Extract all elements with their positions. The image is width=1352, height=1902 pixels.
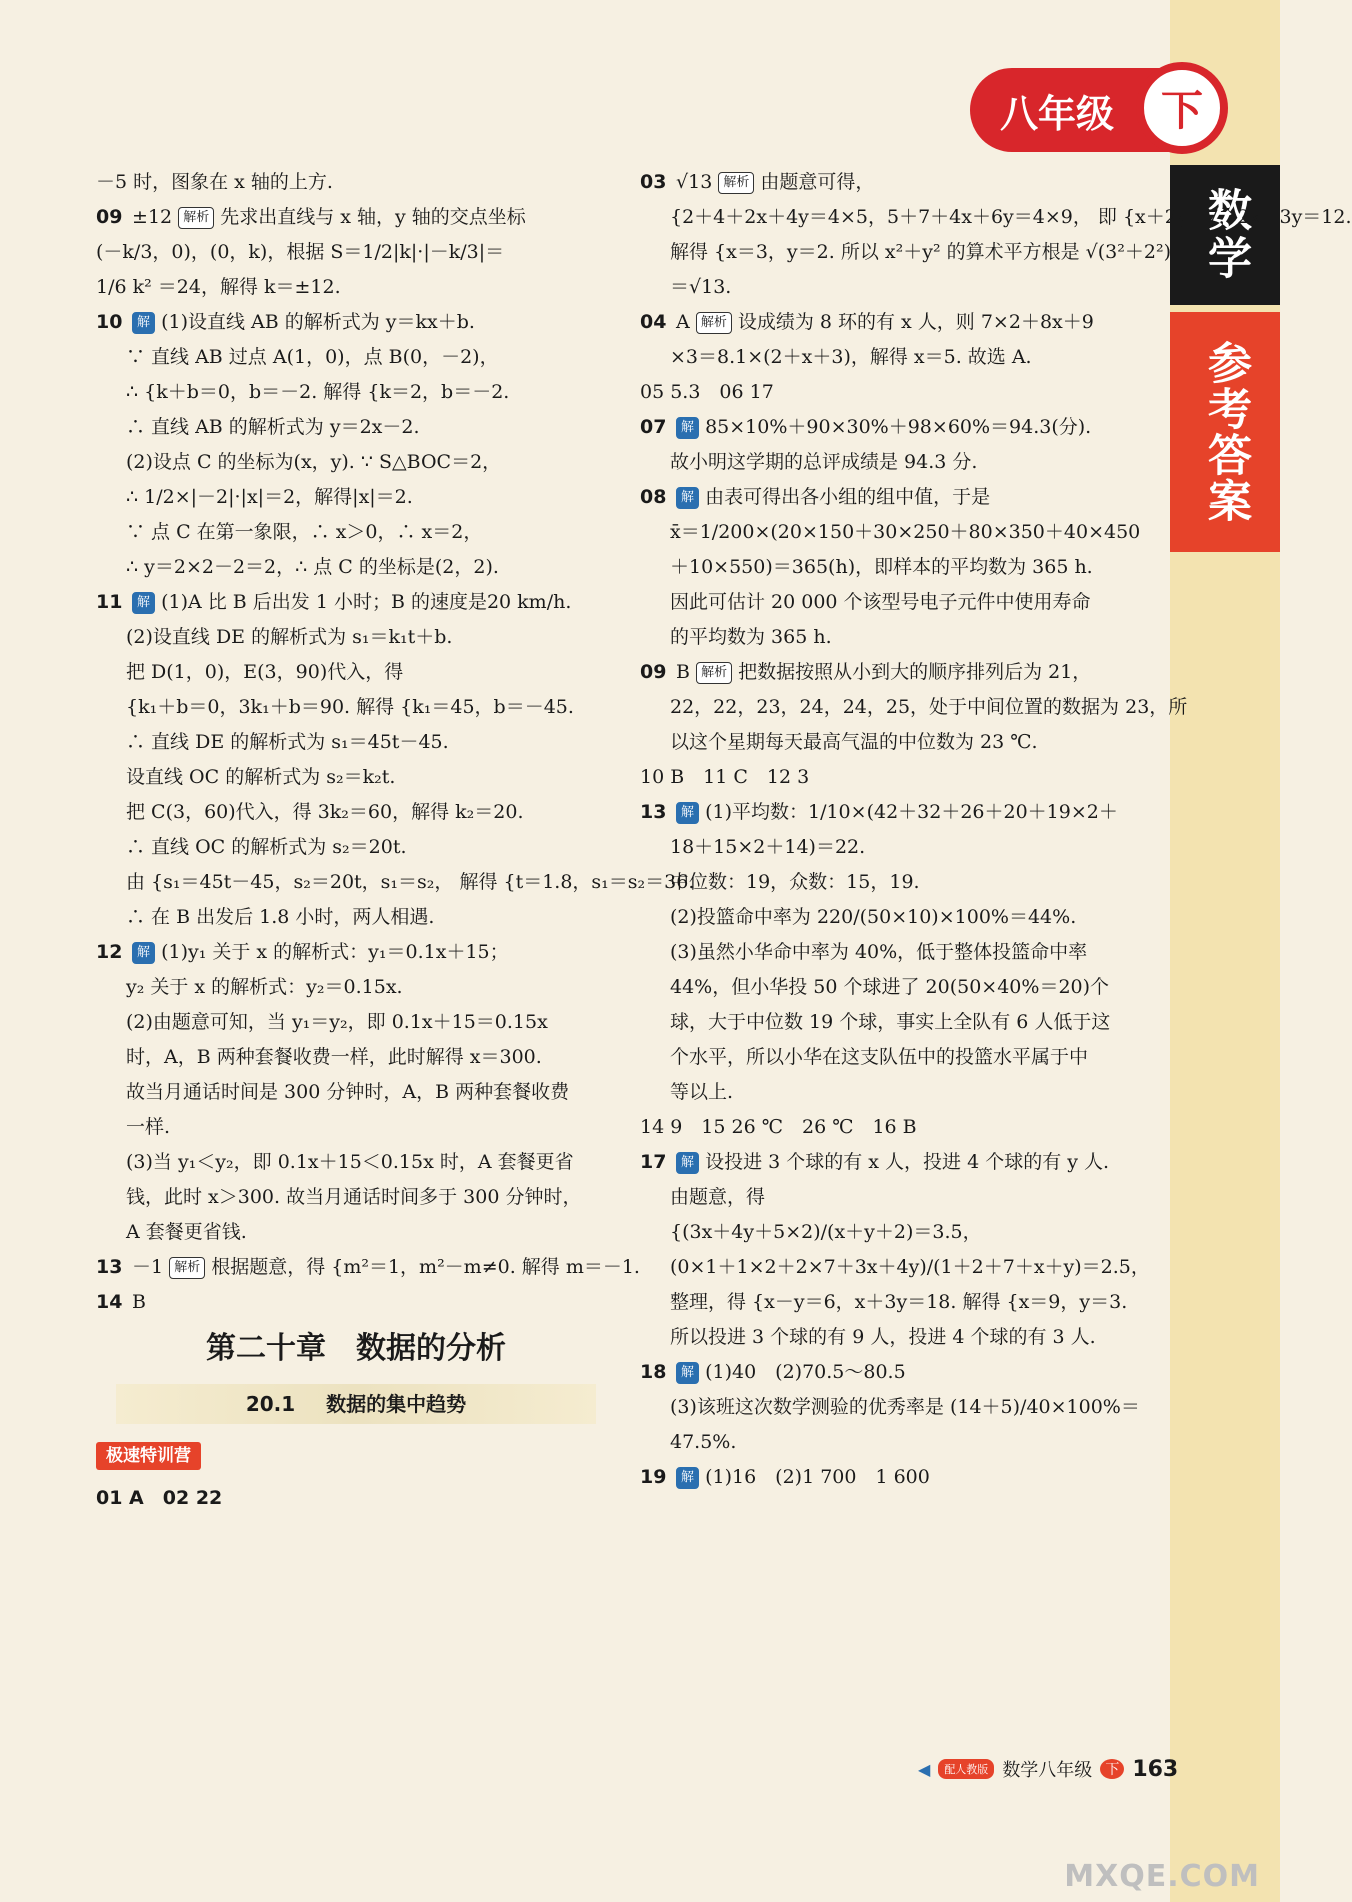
analysis-tag: 解析 <box>169 1257 205 1279</box>
answer-text: 个水平，所以小华在这支队伍中的投篮水平属于中 <box>670 1046 1089 1068</box>
answer-text: (3)该班这次数学测验的优秀率是 (14＋5)/40×100%＝ <box>670 1396 1140 1418</box>
answer-line <box>640 1215 1160 1250</box>
answer-line <box>640 865 1160 900</box>
question-number: 13 <box>640 801 667 823</box>
answer-line <box>640 970 1160 1005</box>
question-number: 03 <box>640 171 667 193</box>
answer-text: －5 时，图象在 x 轴的上方. <box>96 171 333 193</box>
answer-line <box>96 200 616 235</box>
answer-text: 由表可得出各小组的组中值，于是 <box>705 486 991 508</box>
answer-line <box>96 585 616 620</box>
answer-line <box>640 550 1160 585</box>
chapter-title: 第二十章 数据的分析 <box>206 1331 506 1366</box>
question-number: 14 <box>96 1291 123 1313</box>
answer-text: 44%，但小华投 50 个球进了 20(50×40%＝20)个 <box>670 976 1110 998</box>
answer-text: 的平均数为 365 h. <box>670 626 832 648</box>
answer-text: (1)A 比 B 后出发 1 小时；B 的速度是20 km/h. <box>161 591 572 613</box>
answer-line <box>96 550 616 585</box>
answer-text: 以这个星期每天最高气温的中位数为 23 ℃. <box>670 731 1038 753</box>
answer-line <box>640 725 1160 760</box>
page-footer <box>918 1756 1178 1782</box>
answer-text: 47.5%. <box>670 1431 737 1453</box>
answer-text: ＝√13. <box>670 276 732 298</box>
answer-line <box>640 585 1160 620</box>
analysis-tag: 解析 <box>178 207 214 229</box>
question-number: 19 <box>640 1466 667 1488</box>
answer-text: 14 9 15 26 ℃ 26 ℃ 16 B <box>640 1116 917 1138</box>
answer-text: 钱，此时 x＞300. 故当月通话时间多于 300 分钟时， <box>126 1186 582 1208</box>
analysis-text: 设成绩为 8 环的有 x 人，则 7×2＋8x＋9 <box>737 311 1094 333</box>
answer-text: A 套餐更省钱. <box>126 1221 247 1243</box>
answer-text: 由题意，得 <box>670 1186 766 1208</box>
answer-line <box>96 620 616 655</box>
answer-text: (1)平均数：1/10×(42＋32＋26＋20＋19×2＋ <box>705 801 1118 823</box>
answer-text: 故当月通话时间是 300 分钟时，A，B 两种套餐收费 <box>126 1081 570 1103</box>
analysis-text: 根据题意，得 {m²＝1，m²－m≠0. 解得 m＝－1. <box>211 1256 640 1278</box>
answer-text: y₂ 关于 x 的解析式：y₂＝0.15x. <box>126 976 403 998</box>
answer-text: 22，22，23，24，24，25，处于中间位置的数据为 23，所 <box>670 696 1188 718</box>
question-number: 18 <box>640 1361 667 1383</box>
answer-text: －1 <box>132 1256 164 1278</box>
answer-line <box>96 480 616 515</box>
solution-tag: 解 <box>676 1467 699 1489</box>
answer-line <box>640 900 1160 935</box>
arrow-left-icon: ◀ <box>918 1759 931 1779</box>
answer-line <box>640 620 1160 655</box>
question-number: 10 <box>96 311 123 333</box>
answer-text: ＋10×550)＝365(h)，即样本的平均数为 365 h. <box>670 556 1093 578</box>
answer-line <box>96 1180 616 1215</box>
drill-row <box>96 1438 616 1473</box>
answer-text: (1)16 (2)1 700 1 600 <box>705 1466 930 1488</box>
answer-line <box>96 235 616 270</box>
answer-text: B <box>676 661 691 683</box>
answer-text: ∴ 直线 DE 的解析式为 s₁＝45t－45. <box>126 731 449 753</box>
volume-circle <box>1136 62 1228 154</box>
solution-tag: 解 <box>132 942 155 964</box>
analysis-tag: 解析 <box>696 662 732 684</box>
answer-text: B <box>132 1291 147 1313</box>
answer-line <box>640 760 1160 795</box>
drill-badge: 极速特训营 <box>96 1442 201 1470</box>
answer-line <box>640 235 1171 270</box>
answer-text: 一样. <box>126 1116 171 1138</box>
answer-line <box>96 270 616 305</box>
answer-text: ∴ 直线 OC 的解析式为 s₂＝20t. <box>126 836 407 858</box>
answer-line <box>96 1215 616 1250</box>
answer-text: 因此可估计 20 000 个该型号电子元件中使用寿命 <box>670 591 1091 613</box>
answer-text: 85×10%＋90×30%＋98×60%＝94.3(分). <box>705 416 1092 438</box>
answer-line <box>96 1110 616 1145</box>
answer-text: 球，大于中位数 19 个球，事实上全队有 6 人低于这 <box>670 1011 1111 1033</box>
answer-text: (1)设直线 AB 的解析式为 y＝kx＋b. <box>161 311 475 333</box>
answer-text: (3)虽然小华命中率为 40%，低于整体投篮命中率 <box>670 941 1088 963</box>
answer-line <box>640 480 1160 515</box>
answer-line <box>640 410 1160 445</box>
page-number: 163 <box>1132 1756 1179 1782</box>
answer-line <box>640 1355 1160 1390</box>
answer-line <box>96 445 616 480</box>
answer-line <box>640 340 1160 375</box>
subject-tab: 数学 <box>1170 165 1280 305</box>
answer-line <box>640 375 1160 410</box>
answer-text: 05 5.3 06 17 <box>640 381 774 403</box>
answer-line <box>640 1005 1160 1040</box>
answer-line <box>96 1075 616 1110</box>
answer-text: ∴ 1/2×|－2|·|x|＝2，解得|x|＝2. <box>126 486 413 508</box>
section-number: 20.1 <box>245 1392 296 1416</box>
answer-line <box>640 200 1352 235</box>
answer-line <box>640 305 1160 340</box>
analysis-tag: 解析 <box>718 172 754 194</box>
answer-line <box>640 1320 1160 1355</box>
answer-text: {2＋4＋2x＋4y＝4×5，5＋7＋4x＋6y＝4×9， 即 {x＋2y＝7，2x＋3y＝12. <box>670 206 1352 228</box>
answer-line <box>640 1145 1160 1180</box>
answer-text: 解得 {x＝3，y＝2. 所以 x²＋y² 的算术平方根是 √(3²＋2²) <box>670 241 1171 263</box>
answer-line <box>96 900 616 935</box>
answer-line <box>96 970 616 1005</box>
answer-text: ∵ 点 C 在第一象限，∴ x＞0，∴ x＝2， <box>126 521 483 543</box>
answer-text: ∴ y＝2×2－2＝2，∴ 点 C 的坐标是(2，2). <box>126 556 499 578</box>
answer-line <box>640 1425 1160 1460</box>
edition-badge: 配人教版 <box>938 1759 994 1779</box>
answer-line <box>96 865 695 900</box>
answer-text: (2)由题意可知，当 y₁＝y₂，即 0.1x＋15＝0.15x <box>126 1011 548 1033</box>
answer-line <box>96 795 616 830</box>
analysis-tag: 解析 <box>696 312 732 334</box>
solution-tag: 解 <box>676 487 699 509</box>
answer-line <box>96 690 616 725</box>
answer-line <box>640 1460 1160 1495</box>
answer-line <box>96 1145 616 1180</box>
answer-line <box>640 935 1160 970</box>
answer-text: 故小明这学期的总评成绩是 94.3 分. <box>670 451 978 473</box>
answer-line <box>640 830 1160 865</box>
answer-line <box>96 1005 616 1040</box>
answer-line <box>96 340 616 375</box>
analysis-text: 由题意可得， <box>760 171 875 193</box>
answer-line <box>96 515 616 550</box>
answer-line <box>96 655 616 690</box>
answer-line <box>640 1110 1160 1145</box>
answer-text: 等以上. <box>670 1081 734 1103</box>
answer-line <box>640 1075 1160 1110</box>
question-number: 04 <box>640 311 667 333</box>
answer-text: ∴ 直线 AB 的解析式为 y＝2x－2. <box>126 416 420 438</box>
answer-line <box>96 1250 640 1285</box>
answer-line <box>640 1285 1160 1320</box>
solution-tag: 解 <box>676 417 699 439</box>
answer-line <box>96 760 616 795</box>
answer-text: 设直线 OC 的解析式为 s₂＝k₂t. <box>126 766 396 788</box>
answer-line <box>640 1180 1160 1215</box>
answer-key-tab: 参考答案 <box>1170 312 1280 552</box>
drill-answers: 01 A 02 22 <box>96 1487 223 1509</box>
answer-text: {k₁＋b＝0，3k₁＋b＝90. 解得 {k₁＝45，b＝－45. <box>126 696 574 718</box>
answer-line <box>96 165 616 200</box>
question-number: 11 <box>96 591 123 613</box>
answer-line <box>640 165 1160 200</box>
answer-text: 时，A，B 两种套餐收费一样，此时解得 x＝300. <box>126 1046 542 1068</box>
answer-text: 1/6 k² ＝24，解得 k＝±12. <box>96 276 341 298</box>
solution-tag: 解 <box>676 802 699 824</box>
answer-text: ±12 <box>132 206 173 228</box>
answer-line <box>96 725 616 760</box>
answer-line <box>96 935 616 970</box>
question-number: 13 <box>96 1256 123 1278</box>
answer-line <box>640 515 1160 550</box>
answer-text: 把 D(1，0)，E(3，90)代入，得 <box>126 661 404 683</box>
answer-line <box>640 655 1160 690</box>
answer-text: (3)当 y₁＜y₂，即 0.1x＋15＜0.15x 时，A 套餐更省 <box>126 1151 574 1173</box>
answer-line <box>640 690 1188 725</box>
question-number: 09 <box>96 206 123 228</box>
question-number: 09 <box>640 661 667 683</box>
question-number: 07 <box>640 416 667 438</box>
answer-text: A <box>676 311 690 333</box>
answer-text: (－k/3，0)，(0，k)，根据 S＝1/2|k|·|－k/3|＝ <box>96 241 505 263</box>
answer-text: 10 B 11 C 12 3 <box>640 766 810 788</box>
answer-text: (2)设直线 DE 的解析式为 s₁＝k₁t＋b. <box>126 626 453 648</box>
answer-text: (1)y₁ 关于 x 的解析式：y₁＝0.1x＋15； <box>161 941 509 963</box>
answer-text: 把 C(3，60)代入，得 3k₂＝60，解得 k₂＝20. <box>126 801 524 823</box>
solution-tag: 解 <box>132 312 155 334</box>
answer-text: ∵ 直线 AB 过点 A(1，0)，点 B(0，－2)， <box>126 346 499 368</box>
answer-text: (0×1＋1×2＋2×7＋3x＋4y)/(1＋2＋7＋x＋y)＝2.5， <box>670 1256 1150 1278</box>
answer-text: ×3＝8.1×(2＋x＋3)，解得 x＝5. 故选 A. <box>670 346 1032 368</box>
section-title: 数据的集中趋势 <box>326 1392 467 1416</box>
answer-text: {(3x＋4y＋5×2)/(x＋y＋2)＝3.5， <box>670 1221 982 1243</box>
answer-text: ∴ {k＋b＝0，b＝－2. 解得 {k＝2，b＝－2. <box>126 381 510 403</box>
solution-tag: 解 <box>132 592 155 614</box>
watermark: MXQE.COM <box>1064 1859 1260 1894</box>
question-number: 08 <box>640 486 667 508</box>
section-heading <box>116 1384 596 1424</box>
answer-line <box>96 305 616 340</box>
grade-label: 八年级 <box>1000 91 1115 136</box>
answer-line <box>640 795 1160 830</box>
answer-text: 整理，得 {x－y＝6，x＋3y＝18. 解得 {x＝9，y＝3. <box>670 1291 1128 1313</box>
solution-tag: 解 <box>676 1362 699 1384</box>
volume-label: 下 <box>1160 86 1203 135</box>
answer-line <box>640 1040 1160 1075</box>
answer-line <box>96 1040 616 1075</box>
answer-line <box>640 445 1160 480</box>
answer-text: 由 {s₁＝45t－45，s₂＝20t，s₁＝s₂， 解得 {t＝1.8，s₁＝s₂＝36. <box>126 871 695 893</box>
answer-text: (1)40 (2)70.5～80.5 <box>705 1361 906 1383</box>
answer-line <box>96 1285 616 1320</box>
answer-text: 设投进 3 个球的有 x 人，投进 4 个球的有 y 人. <box>705 1151 1110 1173</box>
answer-text: 中位数：19，众数：15，19. <box>670 871 920 893</box>
analysis-text: 把数据按照从小到大的顺序排列后为 21， <box>738 661 1092 683</box>
grade-badge <box>970 68 1220 152</box>
answer-line <box>96 375 616 410</box>
answer-text: √13 <box>676 171 713 193</box>
answer-line <box>640 270 1160 305</box>
answer-line <box>640 1250 1160 1285</box>
answer-line <box>640 1390 1160 1425</box>
footer-book-title: 数学八年级 <box>1002 1760 1093 1781</box>
analysis-text: 先求出直线与 x 轴，y 轴的交点坐标 <box>220 206 526 228</box>
answer-line <box>96 830 616 865</box>
answer-text: 18＋15×2＋14)＝22. <box>670 836 866 858</box>
answer-text: ∴ 在 B 出发后 1.8 小时，两人相遇. <box>126 906 435 928</box>
answer-text: 所以投进 3 个球的有 9 人，投进 4 个球的有 3 人. <box>670 1326 1096 1348</box>
answer-text: (2)投篮命中率为 220/(50×10)×100%＝44%. <box>670 906 1077 928</box>
question-number: 17 <box>640 1151 667 1173</box>
answer-text: (2)设点 C 的坐标为(x，y). ∵ S△BOC＝2， <box>126 451 502 473</box>
answer-text: x̄＝1/200×(20×150＋30×250＋80×350＋40×450 <box>670 521 1141 543</box>
answer-line <box>96 410 616 445</box>
footer-volume: 下 <box>1100 1759 1124 1779</box>
question-number: 12 <box>96 941 123 963</box>
solution-tag: 解 <box>676 1152 699 1174</box>
